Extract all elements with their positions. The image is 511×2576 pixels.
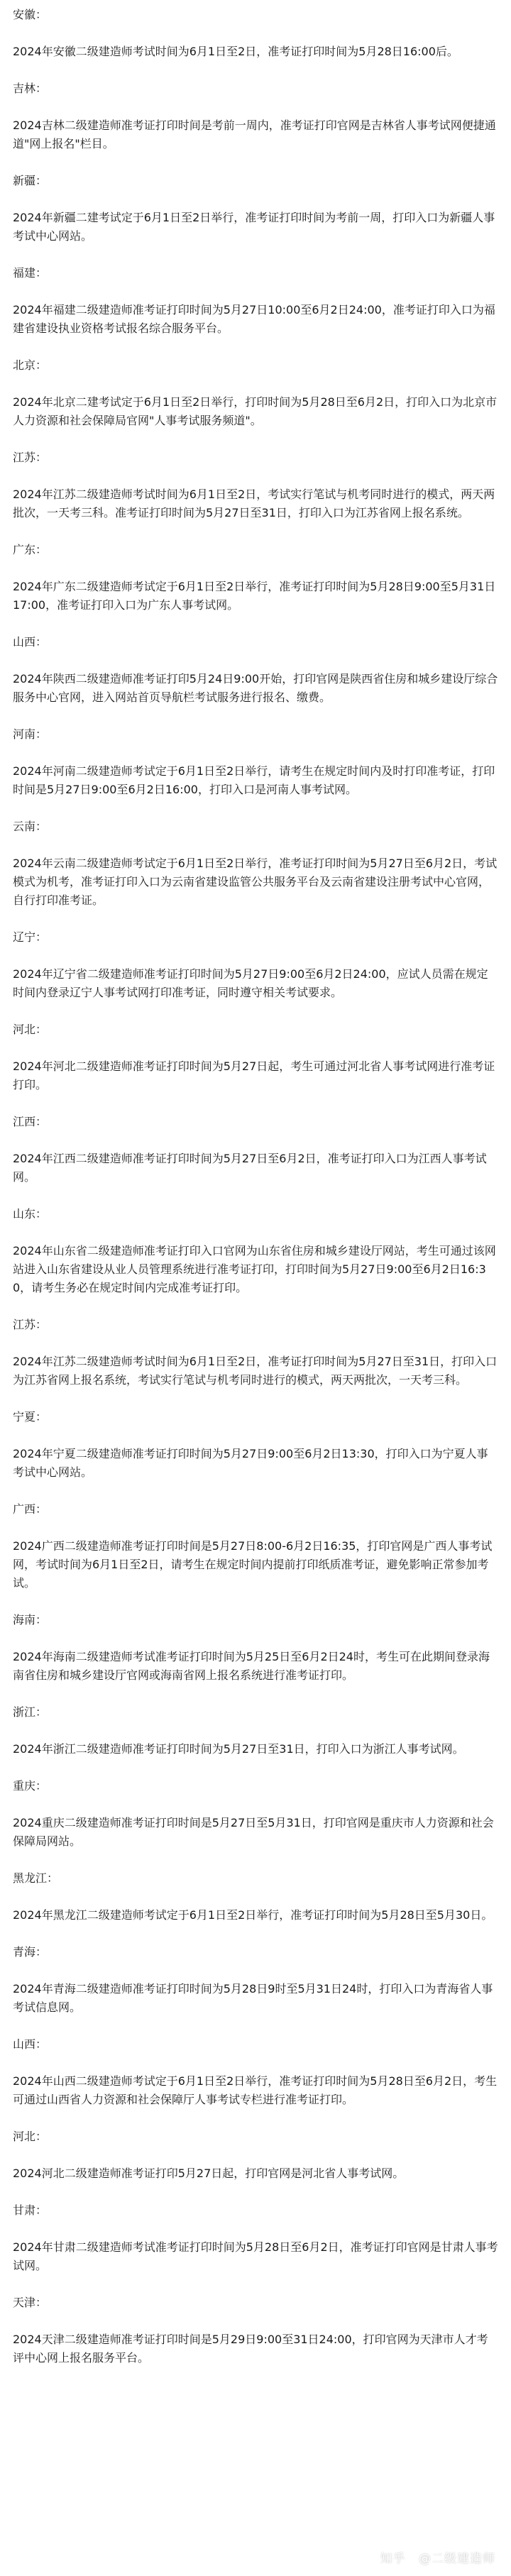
region-heading: 福建： xyxy=(13,266,48,280)
watermark-author: @二级建造师 xyxy=(419,2552,495,2566)
region-heading: 浙江： xyxy=(13,1705,48,1719)
region-detail: 2024广西二级建造师准考证打印时间是5月27日8:00-6月2日16:35，打印官网是广西人事考试网，考试时间为6月1日至2日，请考生在规定时间内提前打印纸质准考证，避免影响正常参加考试。 xyxy=(13,1539,493,1590)
watermark xyxy=(380,2548,495,2566)
entry-20 xyxy=(13,1869,498,1925)
region-detail: 2024年云南二级建造师考试定于6月1日至2日举行，准考证打印时间为5月27日至6月2日，考试模式为机考，准考证打印入口为云南省建设监管公共服务平台及云南省建设注册考试中心官网，自行打印准考证。 xyxy=(13,857,498,907)
entry-21 xyxy=(13,1943,498,2017)
region-heading: 吉林： xyxy=(13,82,48,95)
region-heading: 黑龙江： xyxy=(13,1871,59,1885)
region-detail: 2024年辽宁省二级建造师准考证打印时间为5月27日9:00至6月2日24:00，应试人员需在规定时间内登录辽宁人事考试网打印准考证，同时遵守相关考试要求。 xyxy=(13,967,488,999)
region-detail: 2024年海南二级建造师考试准考证打印时间为5月25日至6月2日24时，考生可在此期间登录海南省住房和城乡建设厅官网或海南省网上报名系统进行准考证打印。 xyxy=(13,1650,490,1682)
entry-17 xyxy=(13,1611,498,1685)
entry-23 xyxy=(13,2128,498,2183)
region-heading: 江西： xyxy=(13,1115,48,1128)
entry-6 xyxy=(13,541,498,615)
region-heading: 宁夏： xyxy=(13,1410,48,1424)
region-heading: 安徽： xyxy=(13,8,48,21)
entry-2 xyxy=(13,172,498,246)
region-heading: 河北： xyxy=(13,2130,48,2143)
region-detail: 2024年安徽二级建造师考试时间为6月1日至2日，准考证打印时间为5月28日16:00后。 xyxy=(13,45,458,58)
entry-12 xyxy=(13,1113,498,1187)
region-detail: 2024重庆二级建造师准考证打印时间是5月27日至5月31日，打印官网是重庆市人力资源和社会保障局网站。 xyxy=(13,1816,494,1848)
entry-22 xyxy=(13,2035,498,2109)
entry-8 xyxy=(13,725,498,799)
region-detail: 2024吉林二级建造师准考证打印时间是考前一周内，准考证打印官网是吉林省人事考试网便捷通道"网上报名"栏目。 xyxy=(13,119,496,150)
entry-16 xyxy=(13,1500,498,1592)
region-detail: 2024年江苏二级建造师考试时间为6月1日至2日，准考证打印时间为5月27日至31日，打印入口为江苏省网上报名系统，考试实行笔试与机考同时进行的模式，两天两批次，一天考三科。 xyxy=(13,1355,498,1387)
entry-19 xyxy=(13,1777,498,1851)
entry-4 xyxy=(13,356,498,430)
region-heading: 辽宁： xyxy=(13,930,48,944)
region-detail: 2024河北二级建造师准考证打印5月27日起，打印官网是河北省人事考试网。 xyxy=(13,2167,405,2180)
region-detail: 2024年浙江二级建造师准考证打印时间为5月27日至31日，打印入口为浙江人事考试网。 xyxy=(13,1742,464,1756)
entry-5 xyxy=(13,448,498,522)
entry-0 xyxy=(13,6,498,61)
entry-15 xyxy=(13,1408,498,1482)
region-detail: 2024天津二级建造师准考证打印时间是5月29日9:00至31日24:00，打印官网为天津市人才考评中心网上报名服务平台。 xyxy=(13,2333,488,2365)
region-detail: 2024年江西二级建造师准考证打印时间为5月27日至6月2日，准考证打印入口为江西人事考试网。 xyxy=(13,1152,487,1184)
region-detail: 2024年福建二级建造师准考证打印时间为5月27日10:00至6月2日24:00，准考证打印入口为福建省建设执业资格考试报名综合服务平台。 xyxy=(13,303,495,335)
region-heading: 新疆： xyxy=(13,174,48,187)
region-heading: 河北： xyxy=(13,1023,48,1036)
region-heading: 天津： xyxy=(13,2296,48,2309)
region-detail: 2024年新疆二建考试定于6月1日至2日举行，准考证打印时间为考前一周，打印入口为新疆人事考试中心网站。 xyxy=(13,211,495,243)
entry-7 xyxy=(13,633,498,707)
entry-10 xyxy=(13,928,498,1002)
watermark-site: 知乎 xyxy=(380,2552,406,2566)
region-detail: 2024年北京二建考试定于6月1日至2日举行，打印时间为5月28日至6月2日，打印入口为北京市人力资源和社会保障局官网"人事考试服务频道"。 xyxy=(13,395,498,427)
region-heading: 北京： xyxy=(13,358,48,372)
entry-1 xyxy=(13,79,498,153)
entry-18 xyxy=(13,1703,498,1758)
region-heading: 甘肃： xyxy=(13,2203,48,2217)
entry-24 xyxy=(13,2201,498,2275)
region-detail: 2024年山西二级建造师考试定于6月1日至2日举行，准考证打印时间为5月28日至6月2日，考生可通过山西省人力资源和社会保障厅人事考试专栏进行准考证打印。 xyxy=(13,2074,498,2106)
region-detail: 2024年甘肃二级建造师考试准考证打印时间为5月28日至6月2日，准考证打印官网是甘肃人事考试网。 xyxy=(13,2240,498,2272)
entry-9 xyxy=(13,818,498,910)
entry-14 xyxy=(13,1316,498,1389)
region-heading: 广西： xyxy=(13,1502,48,1516)
watermark-separator xyxy=(410,2552,414,2566)
region-heading: 广东： xyxy=(13,543,48,556)
region-detail: 2024年广东二级建造师考试定于6月1日至2日举行，准考证打印时间为5月28日9:00至5月31日17:00，准考证打印入口为广东人事考试网。 xyxy=(13,580,496,612)
region-heading: 河南： xyxy=(13,727,48,741)
entry-13 xyxy=(13,1205,498,1297)
region-heading: 重庆： xyxy=(13,1779,48,1793)
entry-11 xyxy=(13,1020,498,1094)
region-detail: 2024年江苏二级建造师考试时间为6月1日至2日，考试实行笔试与机考同时进行的模式，两天两批次，一天考三科。准考证打印时间为5月27日至31日，打印入口为江苏省网上报名系统。 xyxy=(13,488,495,519)
region-heading: 山东： xyxy=(13,1207,48,1221)
region-heading: 青海： xyxy=(13,1945,48,1959)
region-detail: 2024年青海二级建造师准考证打印时间为5月28日9时至5月31日24时，打印入口为青海省人事考试信息网。 xyxy=(13,1982,493,2014)
region-detail: 2024年河北二级建造师准考证打印时间为5月27日起，考生可通过河北省人事考试网进行准考证打印。 xyxy=(13,1059,495,1091)
region-detail: 2024年山东省二级建造师准考证打印入口官网为山东省住房和城乡建设厅网站，考生可通过该网站进入山东省建设从业人员管理系统进行准考证打印，打印时间为5月27日9:00至6月2日16:30，请考生务必在规定时间内完成准考证打印。 xyxy=(13,1244,496,1294)
region-heading: 云南： xyxy=(13,820,48,833)
region-detail: 2024年黑龙江二级建造师考试定于6月1日至2日举行，准考证打印时间为5月28日至5月30日。 xyxy=(13,1908,493,1922)
region-heading: 江苏： xyxy=(13,1318,48,1331)
region-detail: 2024年陕西二级建造师准考证打印5月24日9:00开始，打印官网是陕西省住房和城乡建设厅综合服务中心官网，进入网站首页导航栏考试服务进行报名、缴费。 xyxy=(13,672,498,704)
region-heading: 山西： xyxy=(13,2037,48,2051)
entry-3 xyxy=(13,264,498,338)
region-heading: 江苏： xyxy=(13,451,48,464)
region-heading: 海南： xyxy=(13,1613,48,1626)
region-detail: 2024年河南二级建造师考试定于6月1日至2日举行，请考生在规定时间内及时打印准考证，打印时间是5月27日9:00至6月2日16:00，打印入口是河南人事考试网。 xyxy=(13,764,495,796)
region-heading: 山西： xyxy=(13,635,48,649)
region-detail: 2024年宁夏二级建造师准考证打印时间为5月27日9:00至6月2日13:30，打印入口为宁夏人事考试中心网站。 xyxy=(13,1447,488,1479)
entry-25 xyxy=(13,2294,498,2367)
